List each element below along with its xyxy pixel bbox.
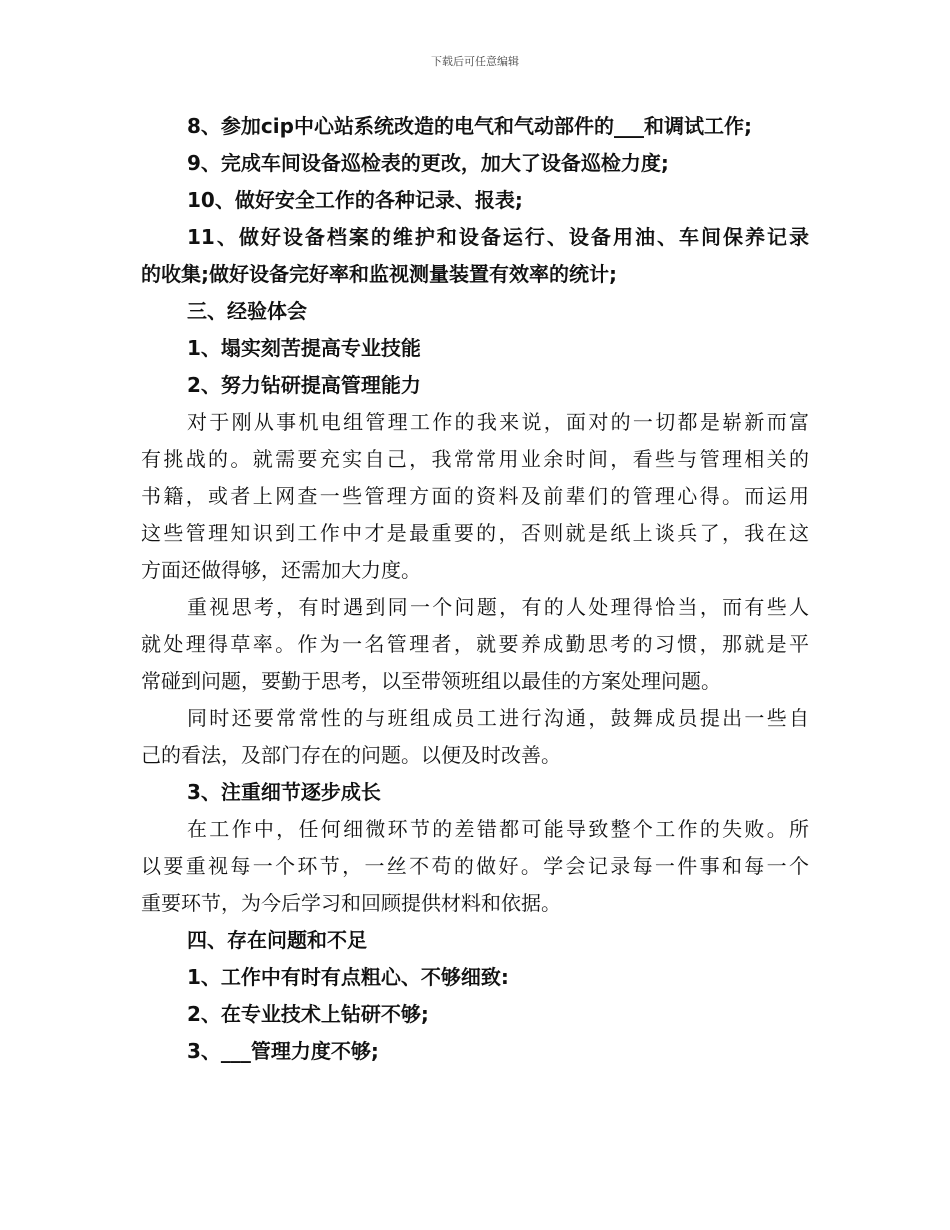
list-item-11-line-1: 11、做好设备档案的维护和设备运行、设备用油、车间保养记录 (187, 225, 809, 249)
section-heading-problems: 四、存在问题和不足 (187, 928, 367, 952)
problem-item-3: 3、___管理力度不够; (187, 1039, 379, 1063)
paragraph-3-line-2: 己的看法，及部门存在的问题。以便及时改善。 (141, 743, 561, 767)
list-item-11-line-2: 的收集;做好设备完好率和监视测量装置有效率的统计; (141, 262, 617, 286)
section-heading-experience: 三、经验体会 (187, 299, 307, 323)
paragraph-1-line-2: 有挑战的。就需要充实自己，我常常用业余时间，看些与管理相关的 (141, 447, 809, 471)
paragraph-2-line-3: 常碰到问题，要勤于思考，以至带领班组以最佳的方案处理问题。 (141, 669, 721, 693)
list-item-10: 10、做好安全工作的各种记录、报表; (187, 188, 523, 212)
paragraph-3-line-1: 同时还要常常性的与班组成员工进行沟通，鼓舞成员提出一些自 (187, 706, 809, 730)
subheading-details: 3、注重细节逐步成长 (187, 780, 381, 804)
paragraph-1-line-4: 这些管理知识到工作中才是最重要的，否则就是纸上谈兵了，我在这 (141, 521, 809, 545)
subheading-skills: 1、塌实刻苦提高专业技能 (187, 336, 421, 360)
paragraph-1-line-3: 书籍，或者上网查一些管理方面的资料及前辈们的管理心得。而运用 (141, 484, 809, 508)
paragraph-4-line-1: 在工作中，任何细微环节的差错都可能导致整个工作的失败。所 (187, 817, 809, 841)
problem-item-2: 2、在专业技术上钻研不够; (187, 1002, 429, 1026)
problem-item-1: 1、工作中有时有点粗心、不够细致: (187, 965, 509, 989)
paragraph-4-line-2: 以要重视每一个环节，一丝不苟的做好。学会记录每一件事和每一个 (141, 854, 809, 878)
paragraph-2-line-2: 就处理得草率。作为一名管理者，就要养成勤思考的习惯，那就是平 (141, 632, 809, 656)
list-item-9: 9、完成车间设备巡检表的更改，加大了设备巡检力度; (187, 151, 669, 175)
list-item-8: 8、参加cip中心站系统改造的电气和气动部件的___和调试工作; (187, 114, 752, 138)
paragraph-2-line-1: 重视思考，有时遇到同一个问题，有的人处理得恰当，而有些人 (187, 595, 809, 619)
document-body (141, 108, 809, 1070)
paragraph-4-line-3: 重要环节，为今后学习和回顾提供材料和依据。 (141, 891, 561, 915)
page-header: 下载后可任意编辑 (431, 55, 519, 68)
paragraph-1-line-1: 对于刚从事机电组管理工作的我来说，面对的一切都是崭新而富 (187, 410, 809, 434)
subheading-management: 2、努力钻研提高管理能力 (187, 373, 421, 397)
paragraph-1-line-5: 方面还做得够，还需加大力度。 (141, 558, 421, 582)
